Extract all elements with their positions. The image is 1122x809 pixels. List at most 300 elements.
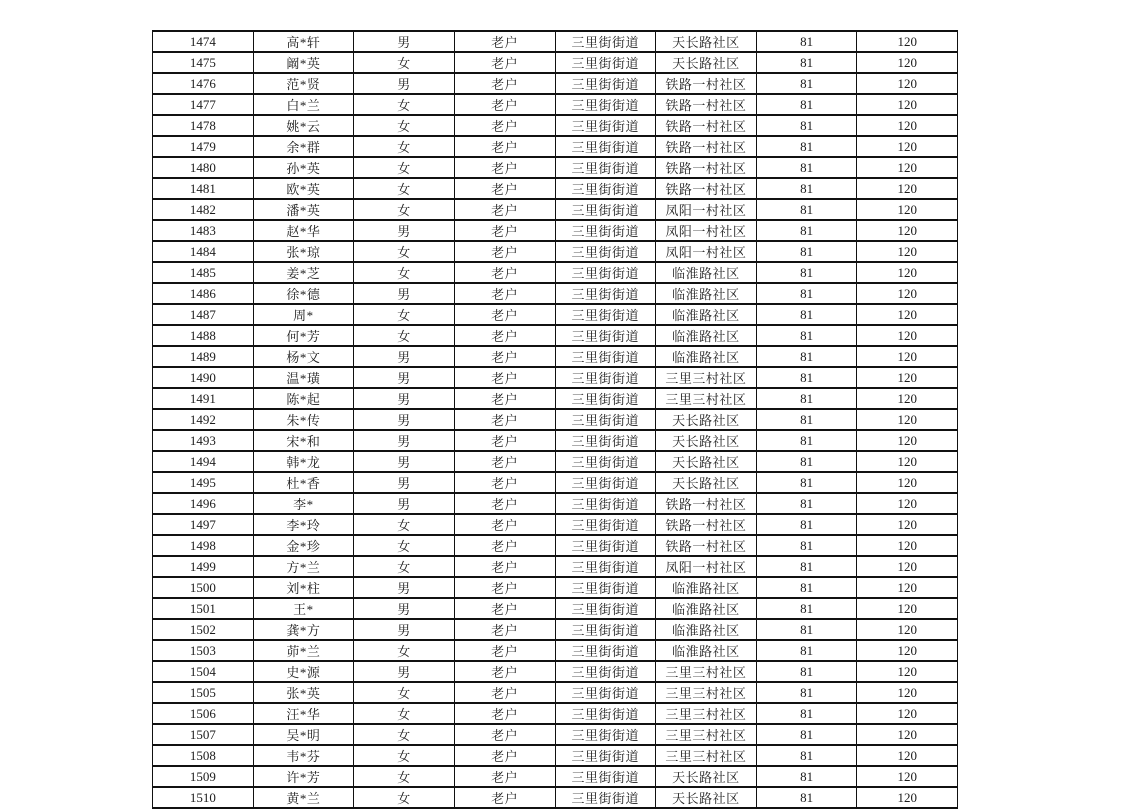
amount2-cell: 120 (857, 472, 958, 493)
amount1-cell: 81 (756, 73, 857, 94)
table-row (153, 262, 958, 283)
community-cell: 天长路社区 (656, 31, 757, 52)
name-cell: 张*英 (253, 682, 354, 703)
household-type-cell: 老户 (454, 535, 555, 556)
serial-cell: 1498 (153, 535, 254, 556)
name-cell: 吴*明 (253, 724, 354, 745)
street-cell: 三里街街道 (555, 241, 656, 262)
community-cell: 铁路一村社区 (656, 157, 757, 178)
community-cell: 临淮路社区 (656, 283, 757, 304)
table-row (153, 661, 958, 682)
household-type-cell: 老户 (454, 304, 555, 325)
name-cell: 杨*文 (253, 346, 354, 367)
amount2-cell: 120 (857, 73, 958, 94)
table-row (153, 178, 958, 199)
gender-cell: 女 (354, 640, 455, 661)
street-cell: 三里街街道 (555, 94, 656, 115)
gender-cell: 男 (354, 430, 455, 451)
household-type-cell: 老户 (454, 640, 555, 661)
name-cell: 韦*芬 (253, 745, 354, 766)
household-type-cell: 老户 (454, 493, 555, 514)
name-cell: 潘*英 (253, 199, 354, 220)
name-cell: 黄*兰 (253, 787, 354, 808)
name-cell: 刘*柱 (253, 577, 354, 598)
serial-cell: 1488 (153, 325, 254, 346)
amount1-cell: 81 (756, 745, 857, 766)
table-row (153, 31, 958, 52)
serial-cell: 1479 (153, 136, 254, 157)
gender-cell: 男 (354, 451, 455, 472)
name-cell: 金*珍 (253, 535, 354, 556)
street-cell: 三里街街道 (555, 493, 656, 514)
table-row (153, 367, 958, 388)
amount1-cell: 81 (756, 262, 857, 283)
amount1-cell: 81 (756, 766, 857, 787)
table-row (153, 136, 958, 157)
amount1-cell: 81 (756, 703, 857, 724)
amount2-cell: 120 (857, 493, 958, 514)
amount2-cell: 120 (857, 682, 958, 703)
name-cell: 白*兰 (253, 94, 354, 115)
amount1-cell: 81 (756, 241, 857, 262)
street-cell: 三里街街道 (555, 262, 656, 283)
community-cell: 天长路社区 (656, 787, 757, 808)
household-type-cell: 老户 (454, 766, 555, 787)
serial-cell: 1504 (153, 661, 254, 682)
serial-cell: 1506 (153, 703, 254, 724)
serial-cell: 1499 (153, 556, 254, 577)
household-type-cell: 老户 (454, 430, 555, 451)
serial-cell: 1496 (153, 493, 254, 514)
table-row (153, 304, 958, 325)
serial-cell: 1510 (153, 787, 254, 808)
street-cell: 三里街街道 (555, 52, 656, 73)
amount1-cell: 81 (756, 493, 857, 514)
gender-cell: 女 (354, 766, 455, 787)
gender-cell: 女 (354, 703, 455, 724)
amount1-cell: 81 (756, 304, 857, 325)
street-cell: 三里街街道 (555, 472, 656, 493)
household-type-cell: 老户 (454, 619, 555, 640)
serial-cell: 1495 (153, 472, 254, 493)
street-cell: 三里街街道 (555, 766, 656, 787)
street-cell: 三里街街道 (555, 640, 656, 661)
name-cell: 欧*英 (253, 178, 354, 199)
table-row (153, 703, 958, 724)
household-type-cell: 老户 (454, 199, 555, 220)
amount2-cell: 120 (857, 703, 958, 724)
table-row (153, 451, 958, 472)
table-row (153, 619, 958, 640)
amount2-cell: 120 (857, 661, 958, 682)
amount1-cell: 81 (756, 514, 857, 535)
household-type-cell: 老户 (454, 598, 555, 619)
serial-cell: 1476 (153, 73, 254, 94)
street-cell: 三里街街道 (555, 556, 656, 577)
household-type-cell: 老户 (454, 703, 555, 724)
street-cell: 三里街街道 (555, 661, 656, 682)
serial-cell: 1484 (153, 241, 254, 262)
street-cell: 三里街街道 (555, 325, 656, 346)
amount2-cell: 120 (857, 31, 958, 52)
table-row (153, 52, 958, 73)
community-cell: 临淮路社区 (656, 619, 757, 640)
gender-cell: 女 (354, 724, 455, 745)
name-cell: 温*璜 (253, 367, 354, 388)
amount2-cell: 120 (857, 619, 958, 640)
table-row (153, 430, 958, 451)
gender-cell: 女 (354, 325, 455, 346)
table-row (153, 514, 958, 535)
amount1-cell: 81 (756, 283, 857, 304)
amount2-cell: 120 (857, 514, 958, 535)
household-type-cell: 老户 (454, 262, 555, 283)
amount2-cell: 120 (857, 52, 958, 73)
household-type-cell: 老户 (454, 94, 555, 115)
street-cell: 三里街街道 (555, 577, 656, 598)
community-cell: 铁路一村社区 (656, 136, 757, 157)
street-cell: 三里街街道 (555, 514, 656, 535)
name-cell: 李*玲 (253, 514, 354, 535)
amount2-cell: 120 (857, 640, 958, 661)
table-row (153, 199, 958, 220)
name-cell: 姜*芝 (253, 262, 354, 283)
community-cell: 临淮路社区 (656, 577, 757, 598)
table-row (153, 157, 958, 178)
community-cell: 铁路一村社区 (656, 514, 757, 535)
table-row (153, 598, 958, 619)
serial-cell: 1492 (153, 409, 254, 430)
community-cell: 临淮路社区 (656, 304, 757, 325)
street-cell: 三里街街道 (555, 430, 656, 451)
amount1-cell: 81 (756, 619, 857, 640)
amount1-cell: 81 (756, 451, 857, 472)
amount2-cell: 120 (857, 178, 958, 199)
table-row (153, 640, 958, 661)
street-cell: 三里街街道 (555, 745, 656, 766)
name-cell: 孙*英 (253, 157, 354, 178)
community-cell: 铁路一村社区 (656, 73, 757, 94)
name-cell: 徐*德 (253, 283, 354, 304)
amount1-cell: 81 (756, 598, 857, 619)
amount1-cell: 81 (756, 31, 857, 52)
community-cell: 临淮路社区 (656, 346, 757, 367)
amount2-cell: 120 (857, 388, 958, 409)
amount2-cell: 120 (857, 577, 958, 598)
street-cell: 三里街街道 (555, 304, 656, 325)
gender-cell: 男 (354, 493, 455, 514)
household-type-cell: 老户 (454, 724, 555, 745)
serial-cell: 1482 (153, 199, 254, 220)
name-cell: 朱*传 (253, 409, 354, 430)
name-cell: 赵*华 (253, 220, 354, 241)
amount2-cell: 120 (857, 451, 958, 472)
gender-cell: 女 (354, 304, 455, 325)
community-cell: 临淮路社区 (656, 262, 757, 283)
amount2-cell: 120 (857, 262, 958, 283)
table-row (153, 325, 958, 346)
table-row (153, 577, 958, 598)
name-cell: 龚*方 (253, 619, 354, 640)
name-cell: 杜*香 (253, 472, 354, 493)
street-cell: 三里街街道 (555, 451, 656, 472)
gender-cell: 女 (354, 682, 455, 703)
table-row (153, 388, 958, 409)
household-type-cell: 老户 (454, 178, 555, 199)
gender-cell: 女 (354, 535, 455, 556)
table-row (153, 220, 958, 241)
gender-cell: 男 (354, 73, 455, 94)
table-row (153, 556, 958, 577)
amount1-cell: 81 (756, 430, 857, 451)
amount2-cell: 120 (857, 367, 958, 388)
amount1-cell: 81 (756, 682, 857, 703)
table-row (153, 73, 958, 94)
household-type-cell: 老户 (454, 73, 555, 94)
household-type-cell: 老户 (454, 325, 555, 346)
table-row (153, 94, 958, 115)
household-type-cell: 老户 (454, 136, 555, 157)
table-row (153, 346, 958, 367)
amount2-cell: 120 (857, 304, 958, 325)
amount1-cell: 81 (756, 367, 857, 388)
amount2-cell: 120 (857, 598, 958, 619)
table-row (153, 724, 958, 745)
street-cell: 三里街街道 (555, 115, 656, 136)
household-type-cell: 老户 (454, 556, 555, 577)
street-cell: 三里街街道 (555, 619, 656, 640)
amount1-cell: 81 (756, 220, 857, 241)
amount1-cell: 81 (756, 409, 857, 430)
serial-cell: 1485 (153, 262, 254, 283)
community-cell: 三里三村社区 (656, 703, 757, 724)
name-cell: 姚*云 (253, 115, 354, 136)
community-cell: 临淮路社区 (656, 598, 757, 619)
gender-cell: 女 (354, 178, 455, 199)
serial-cell: 1502 (153, 619, 254, 640)
street-cell: 三里街街道 (555, 346, 656, 367)
household-type-cell: 老户 (454, 661, 555, 682)
name-cell: 宋*和 (253, 430, 354, 451)
table-row (153, 745, 958, 766)
name-cell: 汪*华 (253, 703, 354, 724)
street-cell: 三里街街道 (555, 31, 656, 52)
name-cell: 范*贤 (253, 73, 354, 94)
household-type-cell: 老户 (454, 514, 555, 535)
gender-cell: 男 (354, 472, 455, 493)
gender-cell: 女 (354, 262, 455, 283)
table-row (153, 115, 958, 136)
serial-cell: 1507 (153, 724, 254, 745)
gender-cell: 男 (354, 577, 455, 598)
community-cell: 铁路一村社区 (656, 535, 757, 556)
serial-cell: 1474 (153, 31, 254, 52)
name-cell: 韩*龙 (253, 451, 354, 472)
household-type-cell: 老户 (454, 115, 555, 136)
amount2-cell: 120 (857, 535, 958, 556)
gender-cell: 女 (354, 199, 455, 220)
community-cell: 天长路社区 (656, 451, 757, 472)
name-cell: 李* (253, 493, 354, 514)
serial-cell: 1508 (153, 745, 254, 766)
community-cell: 天长路社区 (656, 409, 757, 430)
street-cell: 三里街街道 (555, 199, 656, 220)
gender-cell: 男 (354, 409, 455, 430)
gender-cell: 男 (354, 283, 455, 304)
gender-cell: 男 (354, 661, 455, 682)
amount1-cell: 81 (756, 157, 857, 178)
community-cell: 三里三村社区 (656, 745, 757, 766)
name-cell: 陈*起 (253, 388, 354, 409)
amount2-cell: 120 (857, 787, 958, 808)
gender-cell: 女 (354, 787, 455, 808)
gender-cell: 女 (354, 136, 455, 157)
amount1-cell: 81 (756, 136, 857, 157)
gender-cell: 男 (354, 598, 455, 619)
serial-cell: 1481 (153, 178, 254, 199)
community-cell: 三里三村社区 (656, 661, 757, 682)
gender-cell: 女 (354, 157, 455, 178)
table-body (153, 31, 958, 808)
table-row (153, 535, 958, 556)
serial-cell: 1475 (153, 52, 254, 73)
street-cell: 三里街街道 (555, 598, 656, 619)
community-cell: 凤阳一村社区 (656, 199, 757, 220)
street-cell: 三里街街道 (555, 157, 656, 178)
serial-cell: 1490 (153, 367, 254, 388)
street-cell: 三里街街道 (555, 136, 656, 157)
gender-cell: 女 (354, 115, 455, 136)
table-row (153, 472, 958, 493)
household-type-cell: 老户 (454, 409, 555, 430)
serial-cell: 1489 (153, 346, 254, 367)
name-cell: 高*轩 (253, 31, 354, 52)
name-cell: 许*芳 (253, 766, 354, 787)
amount1-cell: 81 (756, 661, 857, 682)
amount2-cell: 120 (857, 283, 958, 304)
amount1-cell: 81 (756, 346, 857, 367)
community-cell: 三里三村社区 (656, 388, 757, 409)
serial-cell: 1487 (153, 304, 254, 325)
amount2-cell: 120 (857, 115, 958, 136)
amount2-cell: 120 (857, 766, 958, 787)
table-row (153, 409, 958, 430)
amount2-cell: 120 (857, 157, 958, 178)
street-cell: 三里街街道 (555, 220, 656, 241)
street-cell: 三里街街道 (555, 703, 656, 724)
amount2-cell: 120 (857, 430, 958, 451)
household-type-cell: 老户 (454, 451, 555, 472)
serial-cell: 1478 (153, 115, 254, 136)
serial-cell: 1494 (153, 451, 254, 472)
amount2-cell: 120 (857, 136, 958, 157)
name-cell: 余*群 (253, 136, 354, 157)
amount1-cell: 81 (756, 787, 857, 808)
serial-cell: 1493 (153, 430, 254, 451)
community-cell: 三里三村社区 (656, 367, 757, 388)
street-cell: 三里街街道 (555, 724, 656, 745)
street-cell: 三里街街道 (555, 787, 656, 808)
community-cell: 临淮路社区 (656, 325, 757, 346)
name-cell: 史*源 (253, 661, 354, 682)
gender-cell: 男 (354, 220, 455, 241)
community-cell: 凤阳一村社区 (656, 220, 757, 241)
amount2-cell: 120 (857, 241, 958, 262)
gender-cell: 男 (354, 619, 455, 640)
amount1-cell: 81 (756, 535, 857, 556)
serial-cell: 1501 (153, 598, 254, 619)
table-row (153, 787, 958, 808)
community-cell: 天长路社区 (656, 52, 757, 73)
street-cell: 三里街街道 (555, 283, 656, 304)
serial-cell: 1505 (153, 682, 254, 703)
street-cell: 三里街街道 (555, 682, 656, 703)
household-type-cell: 老户 (454, 472, 555, 493)
community-cell: 三里三村社区 (656, 724, 757, 745)
household-type-cell: 老户 (454, 388, 555, 409)
community-cell: 铁路一村社区 (656, 178, 757, 199)
amount2-cell: 120 (857, 724, 958, 745)
community-cell: 天长路社区 (656, 430, 757, 451)
name-cell: 王* (253, 598, 354, 619)
serial-cell: 1509 (153, 766, 254, 787)
household-type-cell: 老户 (454, 157, 555, 178)
household-type-cell: 老户 (454, 787, 555, 808)
gender-cell: 女 (354, 514, 455, 535)
gender-cell: 女 (354, 94, 455, 115)
amount1-cell: 81 (756, 52, 857, 73)
serial-cell: 1503 (153, 640, 254, 661)
amount1-cell: 81 (756, 178, 857, 199)
amount2-cell: 120 (857, 556, 958, 577)
table-row (153, 241, 958, 262)
name-cell: 张*琼 (253, 241, 354, 262)
serial-cell: 1500 (153, 577, 254, 598)
amount2-cell: 120 (857, 199, 958, 220)
household-type-cell: 老户 (454, 52, 555, 73)
amount2-cell: 120 (857, 745, 958, 766)
household-type-cell: 老户 (454, 745, 555, 766)
gender-cell: 女 (354, 52, 455, 73)
name-cell: 茆*兰 (253, 640, 354, 661)
household-type-cell: 老户 (454, 367, 555, 388)
serial-cell: 1483 (153, 220, 254, 241)
serial-cell: 1477 (153, 94, 254, 115)
amount1-cell: 81 (756, 199, 857, 220)
street-cell: 三里街街道 (555, 178, 656, 199)
serial-cell: 1486 (153, 283, 254, 304)
amount1-cell: 81 (756, 94, 857, 115)
gender-cell: 男 (354, 388, 455, 409)
amount1-cell: 81 (756, 388, 857, 409)
household-type-cell: 老户 (454, 682, 555, 703)
street-cell: 三里街街道 (555, 535, 656, 556)
table-row (153, 493, 958, 514)
community-cell: 凤阳一村社区 (656, 556, 757, 577)
amount1-cell: 81 (756, 577, 857, 598)
serial-cell: 1491 (153, 388, 254, 409)
gender-cell: 男 (354, 31, 455, 52)
gender-cell: 男 (354, 346, 455, 367)
serial-cell: 1497 (153, 514, 254, 535)
resident-subsidy-table (152, 30, 958, 809)
gender-cell: 男 (354, 367, 455, 388)
street-cell: 三里街街道 (555, 73, 656, 94)
name-cell: 何*芳 (253, 325, 354, 346)
amount1-cell: 81 (756, 640, 857, 661)
name-cell: 方*兰 (253, 556, 354, 577)
gender-cell: 女 (354, 745, 455, 766)
